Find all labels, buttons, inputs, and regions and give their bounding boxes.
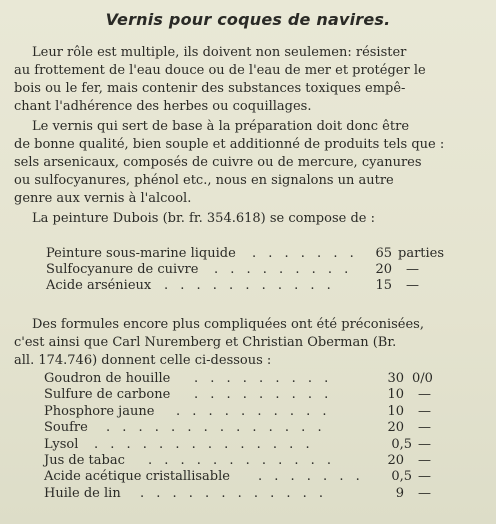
recipe-row (44, 469, 484, 485)
paragraph-3 (14, 210, 484, 228)
ingredient-unit: — (406, 278, 419, 293)
ingredient-quantity: 20 (387, 452, 404, 468)
recipe-table-dubois (46, 246, 486, 294)
leader-dots: . . . . . . . . . . . . . . (106, 420, 326, 436)
ingredient-unit: 0/0 (412, 371, 433, 386)
leader-dots: . . . . . . . . . (194, 371, 333, 386)
recipe-row (44, 387, 484, 403)
ingredient-quantity: 15 (375, 278, 392, 293)
ingredient-unit: — (418, 452, 431, 468)
text-line: genre aux vernis à l'alcool. (14, 191, 192, 206)
leader-dots: . . . . . . . . . . . . . . (94, 436, 314, 452)
ingredient-unit: parties (398, 246, 445, 261)
ingredient-quantity: 20 (387, 420, 404, 436)
ingredient-quantity: 10 (387, 403, 404, 419)
ingredient-unit: — (418, 403, 431, 419)
leader-dots: . . . . . . . . . . (176, 403, 331, 419)
ingredient-name: Lysol (44, 436, 79, 452)
leader-dots: . . . . . . . . . . . (164, 278, 335, 293)
recipe-row (44, 453, 484, 469)
text-line: de bonne qualité, bien souple et additionné de produits tels que : (14, 137, 445, 152)
text-line: sels arsenicaux, composés de cuivre ou de mercure, cyanures (14, 155, 422, 170)
ingredient-quantity: 9 (395, 485, 404, 501)
ingredient-name: Sulfure de carbone (44, 387, 171, 403)
recipe-row (44, 404, 484, 420)
text-line: chant l'adhérence des herbes ou coquillages. (14, 99, 312, 114)
text-line: Le vernis qui sert de base à la préparation doit donc être (32, 119, 410, 134)
ingredient-unit: — (418, 387, 431, 403)
ingredient-quantity: 30 (387, 371, 404, 386)
ingredient-name: Jus de tabac (44, 452, 125, 468)
ingredient-unit: — (418, 436, 431, 452)
ingredient-quantity: 20 (375, 262, 392, 277)
ingredient-unit: — (418, 420, 431, 436)
text-line: ou sulfocyanures, phénol etc., nous en signalons un autre (14, 173, 394, 188)
recipe-row (46, 278, 486, 294)
page-title: Vernis pour coques de navires. (105, 10, 391, 29)
ingredient-name: Phosphore jaune (44, 403, 155, 419)
ingredient-quantity: 65 (375, 246, 392, 261)
text-line: au frottement de l'eau douce ou de l'eau de mer et protéger le (14, 63, 426, 78)
ingredient-name: Goudron de houille (44, 371, 171, 386)
text-line: La peinture Dubois (br. fr. 354.618) se compose de : (32, 211, 375, 226)
leader-dots: . . . . . . . . . . . . (140, 485, 328, 501)
recipe-row (46, 262, 486, 278)
text-line: all. 174.746) donnent celle ci-dessous : (14, 353, 272, 368)
recipe-row (44, 371, 484, 387)
ingredient-unit: — (418, 485, 431, 501)
recipe-row (44, 486, 484, 502)
ingredient-unit: — (406, 262, 419, 277)
recipe-table-nuremberg-oberman (44, 371, 484, 502)
text-line: Leur rôle est multiple, ils doivent non seulemen: résister (32, 45, 407, 60)
ingredient-quantity: 10 (387, 387, 404, 403)
ingredient-name: Huile de lin (44, 485, 121, 501)
leader-dots: . . . . . . . (252, 246, 358, 261)
ingredient-name: Soufre (44, 420, 88, 436)
leader-dots: . . . . . . . . . . . . (148, 452, 336, 468)
paragraph-1 (14, 44, 484, 116)
ingredient-name: Acide acétique cristallisable (44, 469, 230, 485)
leader-dots: . . . . . . . (258, 469, 364, 485)
recipe-row (46, 246, 486, 262)
ingredient-name: Peinture sous-marine liquide (46, 246, 236, 261)
ingredient-name: Sulfocyanure de cuivre (46, 262, 199, 277)
leader-dots: . . . . . . . . . (194, 387, 333, 403)
paragraph-4 (14, 316, 484, 370)
ingredient-quantity: 0,5 (391, 469, 412, 485)
ingredient-quantity: 0,5 (391, 436, 412, 452)
text-line: c'est ainsi que Carl Nuremberg et Christian Oberman (Br. (14, 335, 397, 350)
recipe-row (44, 437, 484, 453)
ingredient-unit: — (418, 469, 431, 485)
paragraph-2 (14, 118, 484, 208)
text-line: bois ou le fer, mais contenir des substances toxiques empê- (14, 81, 406, 96)
ingredient-name: Acide arsénieux (46, 278, 152, 293)
recipe-row (44, 420, 484, 436)
text-line: Des formules encore plus compliquées ont été préconisées, (32, 317, 424, 332)
leader-dots: . . . . . . . . . (214, 262, 353, 277)
